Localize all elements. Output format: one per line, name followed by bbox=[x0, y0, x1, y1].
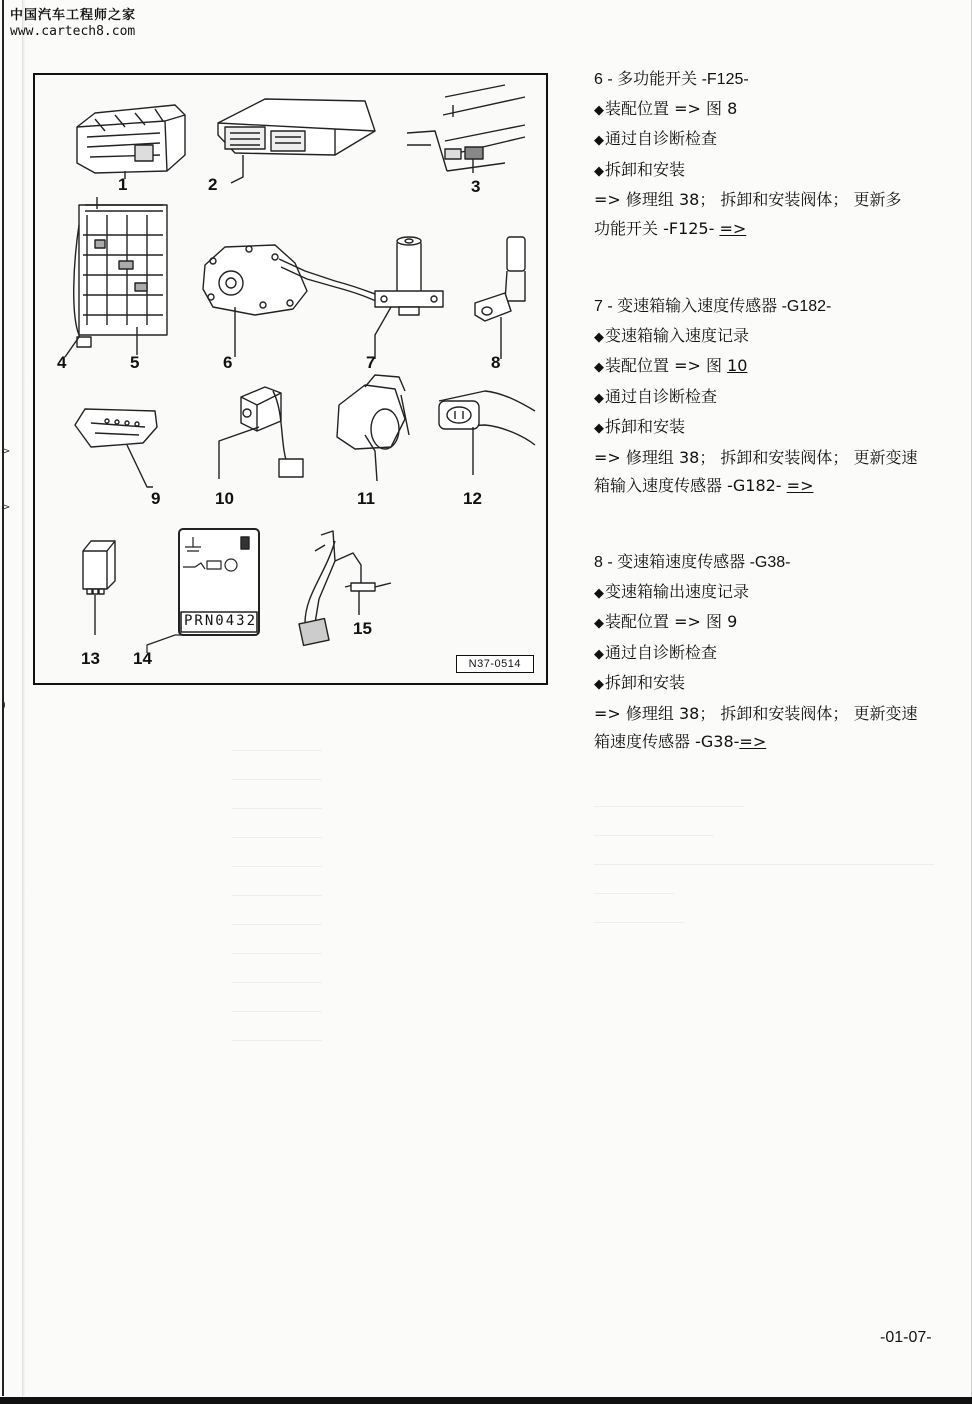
callout-5: 5 bbox=[130, 353, 140, 372]
reference-link[interactable]: => bbox=[786, 476, 814, 495]
component-location-figure bbox=[33, 73, 548, 685]
margin-mark: > bbox=[2, 446, 11, 457]
bullet-item: ◆装配位置 => 图 8 bbox=[594, 98, 738, 118]
diamond-bullet-icon: ◆ bbox=[594, 616, 604, 631]
section-multifunction-switch bbox=[594, 66, 944, 243]
section-output-speed-sensor bbox=[594, 549, 944, 757]
reference-link[interactable]: => bbox=[719, 218, 747, 238]
callout-2: 2 bbox=[208, 175, 218, 194]
diamond-bullet-icon: ◆ bbox=[594, 646, 604, 662]
section-title: 7 - 变速箱输入速度传感器 -G182- bbox=[594, 298, 832, 315]
bullet-item: ◆通过自诊断检查 bbox=[594, 386, 718, 406]
bullet-item: ◆变速箱输入速度记录 bbox=[594, 325, 750, 345]
callout-9: 9 bbox=[151, 489, 161, 508]
callout-14: 14 bbox=[133, 649, 152, 668]
part-13-relay-icon bbox=[83, 541, 115, 635]
part-9-selector-cover-icon bbox=[75, 409, 157, 487]
diamond-bullet-icon: ◆ bbox=[594, 102, 604, 118]
callout-11: 11 bbox=[357, 489, 375, 508]
part-11-throttle-valve-icon bbox=[337, 375, 409, 481]
watermark-site-name: 中国汽车工程师之家 bbox=[10, 8, 137, 23]
page-number: -01-07- bbox=[880, 1329, 932, 1346]
part-10-shift-lock-solenoid-icon bbox=[219, 387, 303, 479]
diamond-bullet-icon: ◆ bbox=[594, 360, 604, 375]
diamond-bullet-icon: ◆ bbox=[594, 677, 604, 692]
bullet-item: ◆变速箱输出速度记录 bbox=[594, 581, 750, 601]
section-title: 6 - 多功能开关 -F125- bbox=[594, 71, 749, 88]
diamond-bullet-icon: ◆ bbox=[594, 585, 604, 601]
reference-line: => 修理组 38； 拆卸和安装阀体； 更新多 bbox=[594, 190, 902, 209]
bleed-through-text bbox=[232, 722, 322, 1041]
part-6-multifunction-switch-icon bbox=[203, 245, 385, 357]
callout-13: 13 bbox=[81, 649, 100, 668]
bullet-item: ◆拆卸和安装 bbox=[594, 159, 686, 179]
reference-line: 箱速度传感器 -G38-=> bbox=[594, 732, 767, 751]
callout-7: 7 bbox=[366, 353, 376, 372]
bullet-item: ◆拆卸和安装 bbox=[594, 417, 686, 436]
reference-link[interactable]: => bbox=[739, 732, 767, 751]
callout-3: 3 bbox=[471, 177, 481, 196]
part-4-5-valve-body-icon bbox=[65, 197, 167, 357]
part-3-connector-icon bbox=[407, 85, 525, 173]
callout-4: 4 bbox=[57, 353, 67, 372]
section-input-speed-sensor bbox=[594, 293, 944, 501]
bullet-item: ◆装配位置 => 图 9 bbox=[594, 612, 738, 631]
part-2-ecu-icon bbox=[218, 99, 375, 183]
part-1-control-module-icon bbox=[77, 105, 185, 179]
scan-bottom-edge bbox=[0, 1397, 972, 1404]
component-illustrations bbox=[35, 75, 546, 683]
bullet-item: ◆拆卸和安装 bbox=[594, 673, 686, 692]
page-fold-shadow bbox=[22, 0, 25, 1396]
bleed-through-text bbox=[594, 778, 934, 923]
figure-id: N37-0514 bbox=[456, 655, 534, 673]
diamond-bullet-icon: ◆ bbox=[594, 421, 604, 436]
bullet-item: ◆通过自诊断检查 bbox=[594, 642, 718, 662]
part-14-gear-indicator-display-icon bbox=[147, 529, 259, 653]
diamond-bullet-icon: ◆ bbox=[594, 133, 604, 148]
watermark bbox=[10, 8, 136, 40]
callout-8: 8 bbox=[491, 353, 501, 372]
margin-mark: ) bbox=[2, 700, 6, 711]
bullet-item: ◆通过自诊断检查 bbox=[594, 129, 718, 148]
callout-6: 6 bbox=[223, 353, 233, 372]
part-12-tiptronic-switch-icon bbox=[439, 391, 535, 475]
lcd-gear-readout: PRN0432 bbox=[184, 613, 258, 629]
diamond-bullet-icon: ◆ bbox=[594, 329, 604, 345]
bullet-item: ◆装配位置 => 图 10 bbox=[594, 356, 748, 375]
diamond-bullet-icon: ◆ bbox=[594, 390, 604, 406]
callout-12: 12 bbox=[463, 489, 482, 508]
callout-15: 15 bbox=[353, 619, 372, 638]
diamond-bullet-icon: ◆ bbox=[594, 163, 604, 179]
callout-10: 10 bbox=[215, 489, 234, 508]
part-7-input-speed-sensor-icon bbox=[375, 237, 443, 359]
part-15-accelerator-pedal-icon bbox=[299, 531, 391, 645]
callout-1: 1 bbox=[118, 175, 128, 194]
part-8-output-speed-sensor-icon bbox=[475, 237, 525, 359]
reference-line: => 修理组 38； 拆卸和安装阀体； 更新变速 bbox=[594, 447, 918, 467]
margin-mark: > bbox=[2, 502, 11, 513]
reference-line: 箱输入速度传感器 -G182- => bbox=[594, 476, 814, 495]
reference-line: => 修理组 38； 拆卸和安装阀体； 更新变速 bbox=[594, 703, 918, 723]
watermark-url: www.cartech8.com bbox=[10, 24, 136, 39]
reference-line: 功能开关 -F125- => bbox=[594, 218, 747, 238]
page-edge bbox=[2, 0, 4, 1396]
figure-link[interactable]: 10 bbox=[727, 356, 748, 375]
section-title: 8 - 变速箱速度传感器 -G38- bbox=[594, 554, 791, 571]
